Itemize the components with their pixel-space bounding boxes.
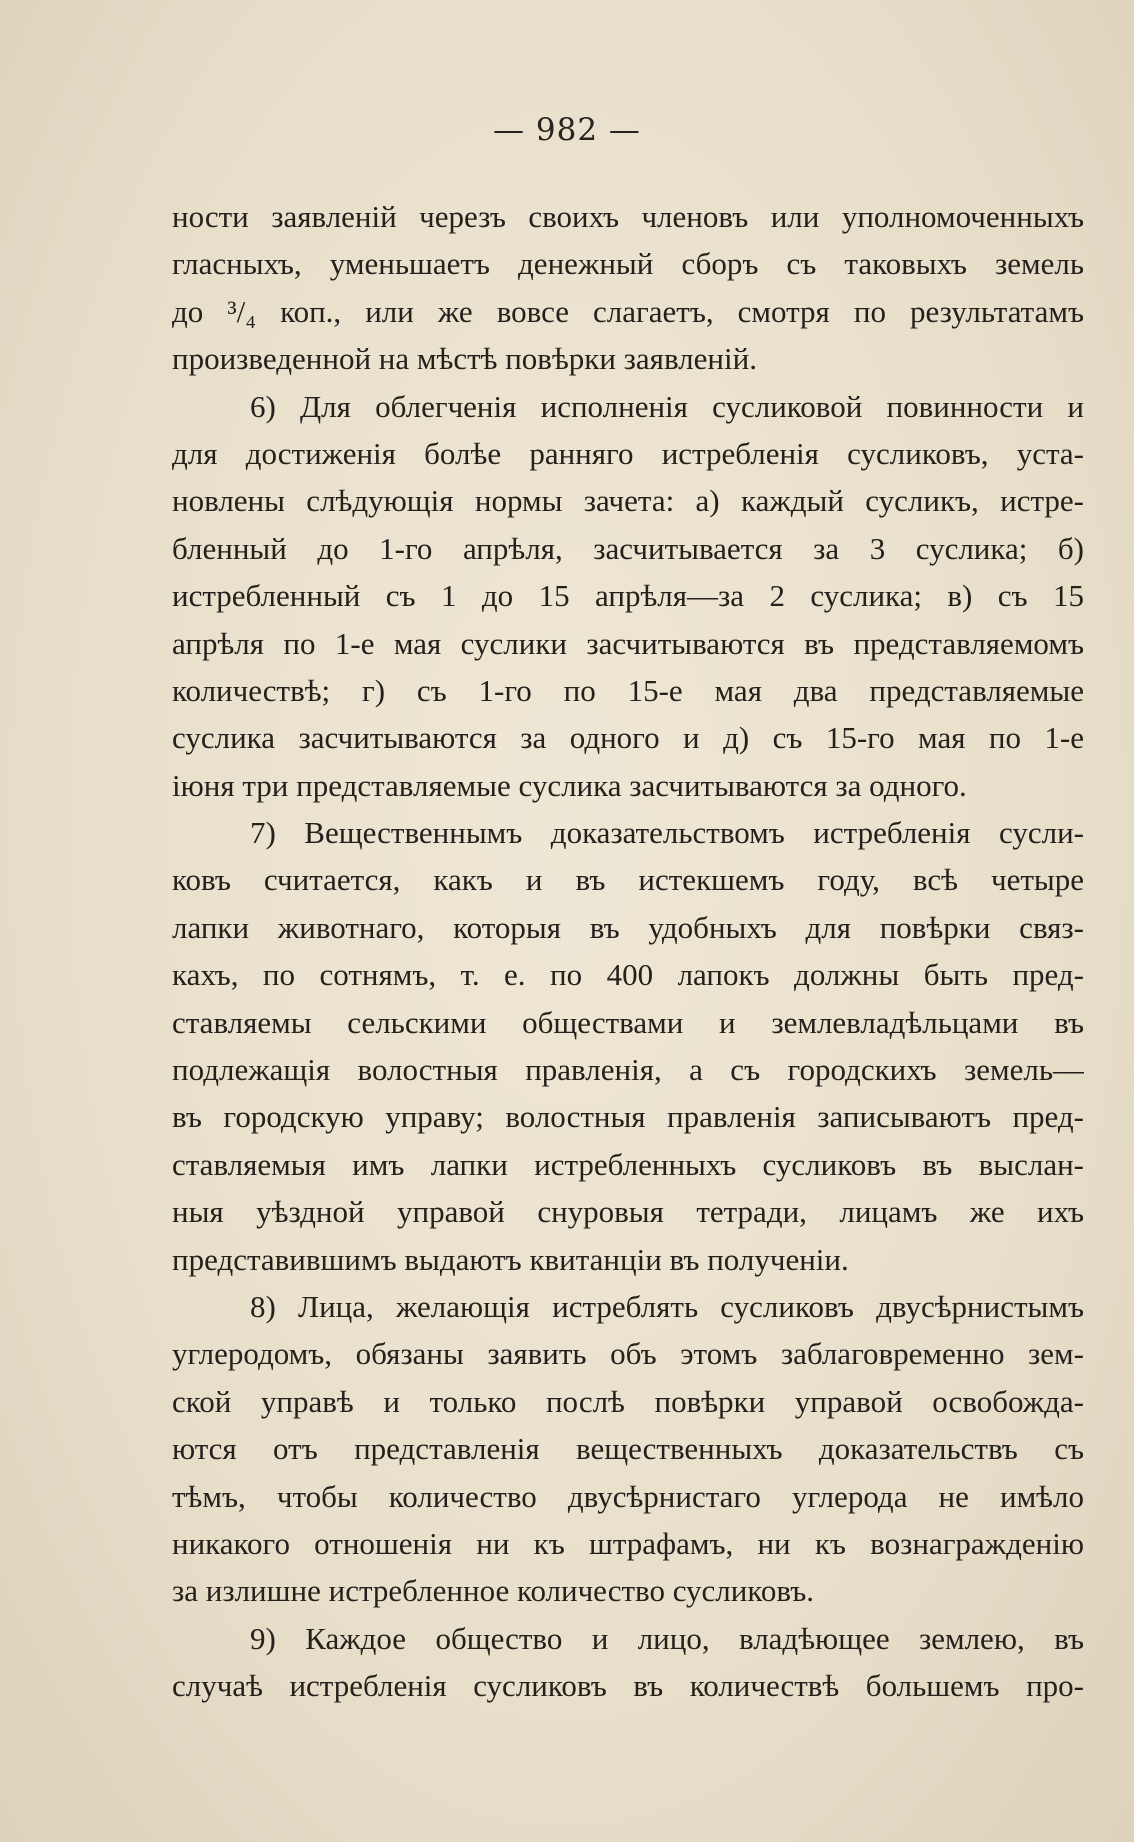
text-line: суслика засчитываются за одного и д) съ 15-го мая по 1-е — [172, 720, 1084, 756]
page-number: — 982 — — [493, 112, 641, 148]
text-line: ставляемы сельскими обществами и землевладѣльцами въ — [172, 1004, 1084, 1040]
text-line: 7) Вещественнымъ доказательствомъ истребленія сусли- — [250, 815, 1084, 851]
text-line: никакого отношенія ни къ штрафамъ, ни къ вознагражденію — [172, 1525, 1084, 1561]
text-line: ской управѣ и только послѣ повѣрки управой освобожда- — [172, 1383, 1084, 1419]
text-line: представившимъ выдаютъ квитанціи въ полученіи. — [172, 1241, 849, 1277]
text-line: для достиженія болѣе ранняго истребленія сусликовъ, уста- — [172, 435, 1084, 471]
text-line: апрѣля по 1-е мая суслики засчитываются въ представляемомъ — [172, 625, 1084, 661]
text-line: ются отъ представленія вещественныхъ доказательствъ съ — [172, 1431, 1084, 1467]
text-line: за излишне истребленное количество сусликовъ. — [172, 1573, 814, 1609]
text-line: тѣмъ, чтобы количество двусѣрнистаго углерода не имѣло — [172, 1478, 1084, 1514]
text-line: 9) Каждое общество и лицо, владѣющее землею, въ — [250, 1620, 1084, 1656]
text-line: новлены слѣдующія нормы зачета: а) каждый сусликъ, истре- — [172, 483, 1084, 519]
text-line: лапки животнаго, которыя въ удобныхъ для повѣрки связ- — [172, 909, 1084, 945]
text-line: до ³/₄ коп., или же вовсе слагаетъ, смотря по результатамъ — [172, 293, 1084, 329]
text-line: въ городскую управу; волостныя правленія записываютъ пред- — [172, 1099, 1084, 1135]
text-line: ности заявленій черезъ своихъ членовъ или уполномоченныхъ — [172, 199, 1084, 234]
text-line: кахъ, по сотнямъ, т. е. по 400 лапокъ должны быть пред- — [172, 957, 1084, 993]
text-line: гласныхъ, уменьшаетъ денежный сборъ съ таковыхъ земель — [172, 246, 1084, 282]
text-line: ставляемыя имъ лапки истребленныхъ сусликовъ въ выслан- — [172, 1146, 1084, 1182]
body-text — [172, 193, 1084, 1710]
text-line: іюня три представляемые суслика засчитываются за одного. — [172, 767, 967, 803]
text-line: ковъ считается, какъ и въ истекшемъ году, всѣ четыре — [172, 862, 1084, 898]
text-line: углеродомъ, обязаны заявить объ этомъ заблаговременно зем- — [172, 1336, 1084, 1372]
text-line: 6) Для облегченія исполненія сусликовой повинности и — [250, 388, 1084, 424]
text-line: произведенной на мѣстѣ повѣрки заявленій. — [172, 341, 757, 377]
text-line: бленный до 1-го апрѣля, засчитывается за 3 суслика; б) — [172, 530, 1084, 566]
text-line: количествѣ; г) съ 1-го по 15-е мая два представляемые — [172, 672, 1084, 708]
text-line: подлежащія волостныя правленія, а съ городскихъ земель— — [172, 1052, 1084, 1088]
text-line: истребленный съ 1 до 15 апрѣля—за 2 суслика; в) съ 15 — [172, 578, 1084, 614]
text-line: 8) Лица, желающія истреблять сусликовъ двусѣрнистымъ — [250, 1288, 1084, 1324]
text-line: ныя уѣздной управой снуровыя тетради, лицамъ же ихъ — [172, 1194, 1084, 1230]
text-line: случаѣ истребленія сусликовъ въ количествѣ большемъ про- — [172, 1668, 1084, 1704]
